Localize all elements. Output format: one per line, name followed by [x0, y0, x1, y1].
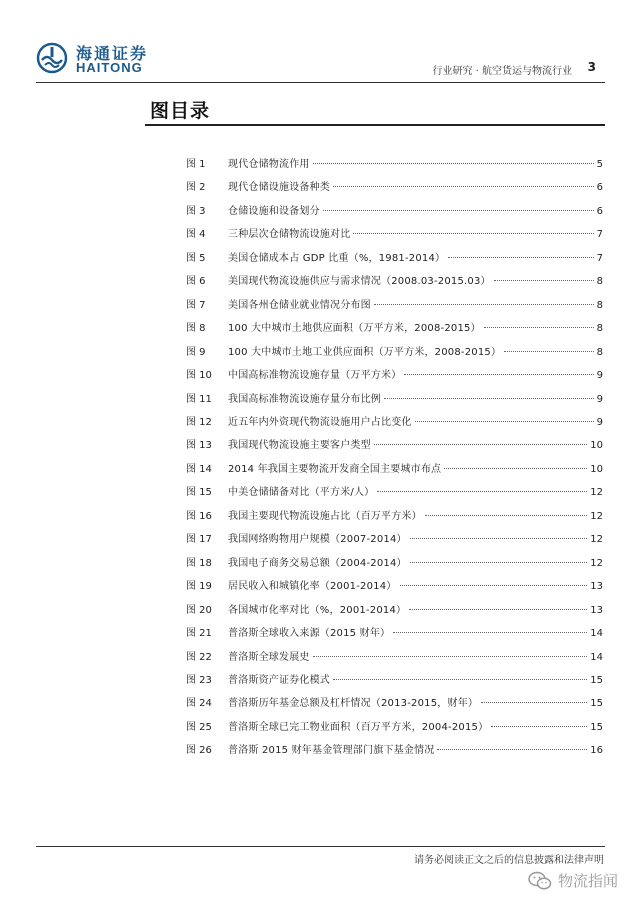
dot-leader [393, 632, 587, 633]
toc-entry[interactable] [186, 249, 603, 272]
figure-page-number: 6 [596, 182, 603, 194]
watermark-text: 物流指闻 [557, 872, 618, 890]
figure-label: 图 13 [186, 440, 212, 452]
figure-label: 图 2 [186, 182, 206, 194]
figure-title: 普洛斯 2015 财年基金管理部门旗下基金情况 [228, 745, 435, 757]
toc-entry[interactable] [186, 718, 603, 741]
toc-entry[interactable] [186, 507, 603, 530]
toc-entry[interactable] [186, 554, 603, 577]
dot-leader [400, 585, 588, 586]
figure-label: 图 18 [186, 557, 212, 569]
figure-page-number: 8 [596, 299, 603, 311]
toc-entry[interactable] [186, 390, 603, 413]
haitong-emblem-icon [36, 42, 68, 74]
figure-label: 图 5 [186, 252, 206, 264]
toc-entry[interactable] [186, 178, 603, 201]
toc-entry[interactable] [186, 436, 603, 459]
figure-title: 我国现代物流设施主要客户类型 [228, 440, 371, 452]
dot-leader [481, 702, 587, 703]
figure-label: 图 10 [186, 370, 212, 382]
footer-disclaimer: 请务必阅读正文之后的信息披露和法律声明 [414, 855, 604, 866]
dot-leader [333, 679, 587, 680]
dot-leader [494, 280, 594, 281]
figure-label: 图 16 [186, 510, 212, 522]
figure-label: 图 11 [186, 393, 212, 405]
dot-leader [448, 257, 593, 258]
figure-label: 图 4 [186, 229, 206, 241]
figure-label: 图 26 [186, 745, 212, 757]
figure-label: 图 23 [186, 674, 212, 686]
figure-label: 图 25 [186, 721, 212, 733]
header-divider [36, 82, 605, 83]
figure-label: 图 17 [186, 534, 212, 546]
figure-label: 图 8 [186, 323, 206, 335]
toc-entry[interactable] [186, 319, 603, 342]
figure-page-number: 14 [590, 651, 603, 663]
figure-label: 图 14 [186, 463, 212, 475]
figure-title: 居民收入和城镇化率（2001-2014） [228, 581, 397, 593]
dot-leader [333, 186, 594, 187]
figure-page-number: 13 [590, 604, 603, 616]
figure-label: 图 6 [186, 276, 206, 288]
figure-label: 图 3 [186, 205, 206, 217]
toc-entry[interactable] [186, 671, 603, 694]
dot-leader [415, 421, 594, 422]
toc-entry[interactable] [186, 601, 603, 624]
figure-title: 100 大中城市土地供应面积（万平方米，2008-2015） [228, 323, 481, 335]
figure-page-number: 12 [590, 534, 603, 546]
figure-page-number: 8 [596, 276, 603, 288]
figure-title: 中美仓储储备对比（平方米/人） [228, 487, 375, 499]
figure-title: 仓储设施和设备划分 [228, 205, 320, 217]
figure-label: 图 7 [186, 299, 206, 311]
figure-page-number: 6 [596, 205, 603, 217]
figure-title: 普洛斯全球发展史 [228, 651, 310, 663]
toc-entry[interactable] [186, 530, 603, 553]
dot-leader [384, 398, 594, 399]
figure-label: 图 22 [186, 651, 212, 663]
figure-label: 图 12 [186, 416, 212, 428]
figure-title: 100 大中城市土地工业供应面积（万平方米，2008-2015） [228, 346, 502, 358]
toc-entry[interactable] [186, 202, 603, 225]
toc-entry[interactable] [186, 624, 603, 647]
figure-label: 图 15 [186, 487, 212, 499]
figure-page-number: 10 [590, 440, 603, 452]
figure-page-number: 15 [590, 721, 603, 733]
figure-page-number: 10 [590, 463, 603, 475]
toc-entry[interactable] [186, 155, 603, 178]
figure-title: 各国城市化率对比（%，2001-2014） [228, 604, 407, 616]
wechat-icon [528, 871, 552, 891]
dot-leader [437, 749, 587, 750]
toc-entry[interactable] [186, 413, 603, 436]
figure-title: 现代仓储设施设备种类 [228, 182, 330, 194]
figure-page-number: 7 [596, 252, 603, 264]
figure-page-number: 14 [590, 628, 603, 640]
figure-list [186, 155, 603, 765]
figure-page-number: 8 [596, 346, 603, 358]
dot-leader [410, 562, 588, 563]
footer-divider [36, 846, 605, 847]
figure-title: 我国主要现代物流设施占比（百万平方米） [228, 510, 422, 522]
toc-entry[interactable] [186, 460, 603, 483]
title-divider [145, 124, 605, 126]
figure-page-number: 15 [590, 674, 603, 686]
figure-page-number: 9 [596, 393, 603, 405]
figure-page-number: 13 [590, 581, 603, 593]
toc-entry[interactable] [186, 296, 603, 319]
figure-label: 图 19 [186, 581, 212, 593]
figure-title: 中国高标准物流设施存量（万平方米） [228, 370, 402, 382]
logo-english-name: HAITONG [76, 60, 143, 75]
toc-entry[interactable] [186, 694, 603, 717]
toc-entry[interactable] [186, 577, 603, 600]
dot-leader [323, 210, 594, 211]
dot-leader [409, 609, 587, 610]
toc-entry[interactable] [186, 272, 603, 295]
report-category: 行业研究 · 航空货运与物流行业 [432, 66, 572, 77]
figure-page-number: 9 [596, 416, 603, 428]
dot-leader [444, 468, 587, 469]
figure-page-number: 5 [596, 159, 603, 170]
figure-title: 普洛斯历年基金总额及杠杆情况（2013-2015，财年） [228, 698, 479, 710]
figure-title: 美国仓储成本占 GDP 比重（%，1981-2014） [228, 252, 446, 264]
figure-page-number: 12 [590, 487, 603, 499]
figure-title: 2014 年我国主要物流开发商全国主要城市布点 [228, 463, 442, 475]
dot-leader [374, 444, 587, 445]
figure-title: 美国现代物流设施供应与需求情况（2008.03-2015.03） [228, 276, 491, 288]
figure-label: 图 9 [186, 346, 206, 358]
figure-page-number: 12 [590, 510, 603, 522]
figure-title: 我国高标准物流设施存量分布比例 [228, 393, 381, 405]
figure-page-number: 16 [590, 745, 603, 757]
figure-title: 三种层次仓储物流设施对比 [228, 229, 351, 241]
figure-title: 普洛斯全球已完工物业面积（百万平方米，2004-2015） [228, 721, 489, 733]
toc-entry[interactable] [186, 483, 603, 506]
dot-leader [404, 374, 593, 375]
figure-label: 图 20 [186, 604, 212, 616]
toc-entry[interactable] [186, 741, 603, 764]
figure-page-number: 12 [590, 557, 603, 569]
figure-title: 普洛斯资产证券化模式 [228, 674, 330, 686]
toc-entry[interactable] [186, 366, 603, 389]
dot-leader [313, 656, 588, 657]
figure-title: 美国各州仓储业就业情况分布图 [228, 299, 371, 311]
figure-title: 我国电子商务交易总额（2004-2014） [228, 557, 407, 569]
figure-label: 图 21 [186, 628, 212, 640]
section-title: 图目录 [150, 100, 211, 122]
toc-entry[interactable] [186, 648, 603, 671]
dot-leader [491, 726, 587, 727]
figure-title: 我国网络购物用户规模（2007-2014） [228, 534, 407, 546]
watermark [528, 870, 618, 891]
figure-page-number: 7 [596, 229, 603, 241]
figure-title: 现代仓储物流作用 [228, 159, 310, 170]
figure-label: 图 1 [186, 159, 206, 170]
page-number: 3 [587, 60, 596, 74]
dot-leader [504, 351, 593, 352]
dot-leader [425, 515, 587, 516]
figure-page-number: 9 [596, 370, 603, 382]
figure-page-number: 8 [596, 323, 603, 335]
dot-leader [410, 538, 588, 539]
logo-chinese-name: 海通证券 [76, 44, 149, 63]
dot-leader [313, 163, 594, 164]
dot-leader [353, 233, 593, 234]
toc-entry[interactable] [186, 343, 603, 366]
figure-page-number: 15 [590, 698, 603, 710]
dot-leader [377, 491, 587, 492]
figure-title: 普洛斯全球收入来源（2015 财年） [228, 628, 391, 640]
dot-leader [374, 304, 594, 305]
toc-entry[interactable] [186, 225, 603, 248]
figure-title: 近五年内外资现代物流设施用户占比变化 [228, 416, 412, 428]
dot-leader [484, 327, 594, 328]
figure-label: 图 24 [186, 698, 212, 710]
